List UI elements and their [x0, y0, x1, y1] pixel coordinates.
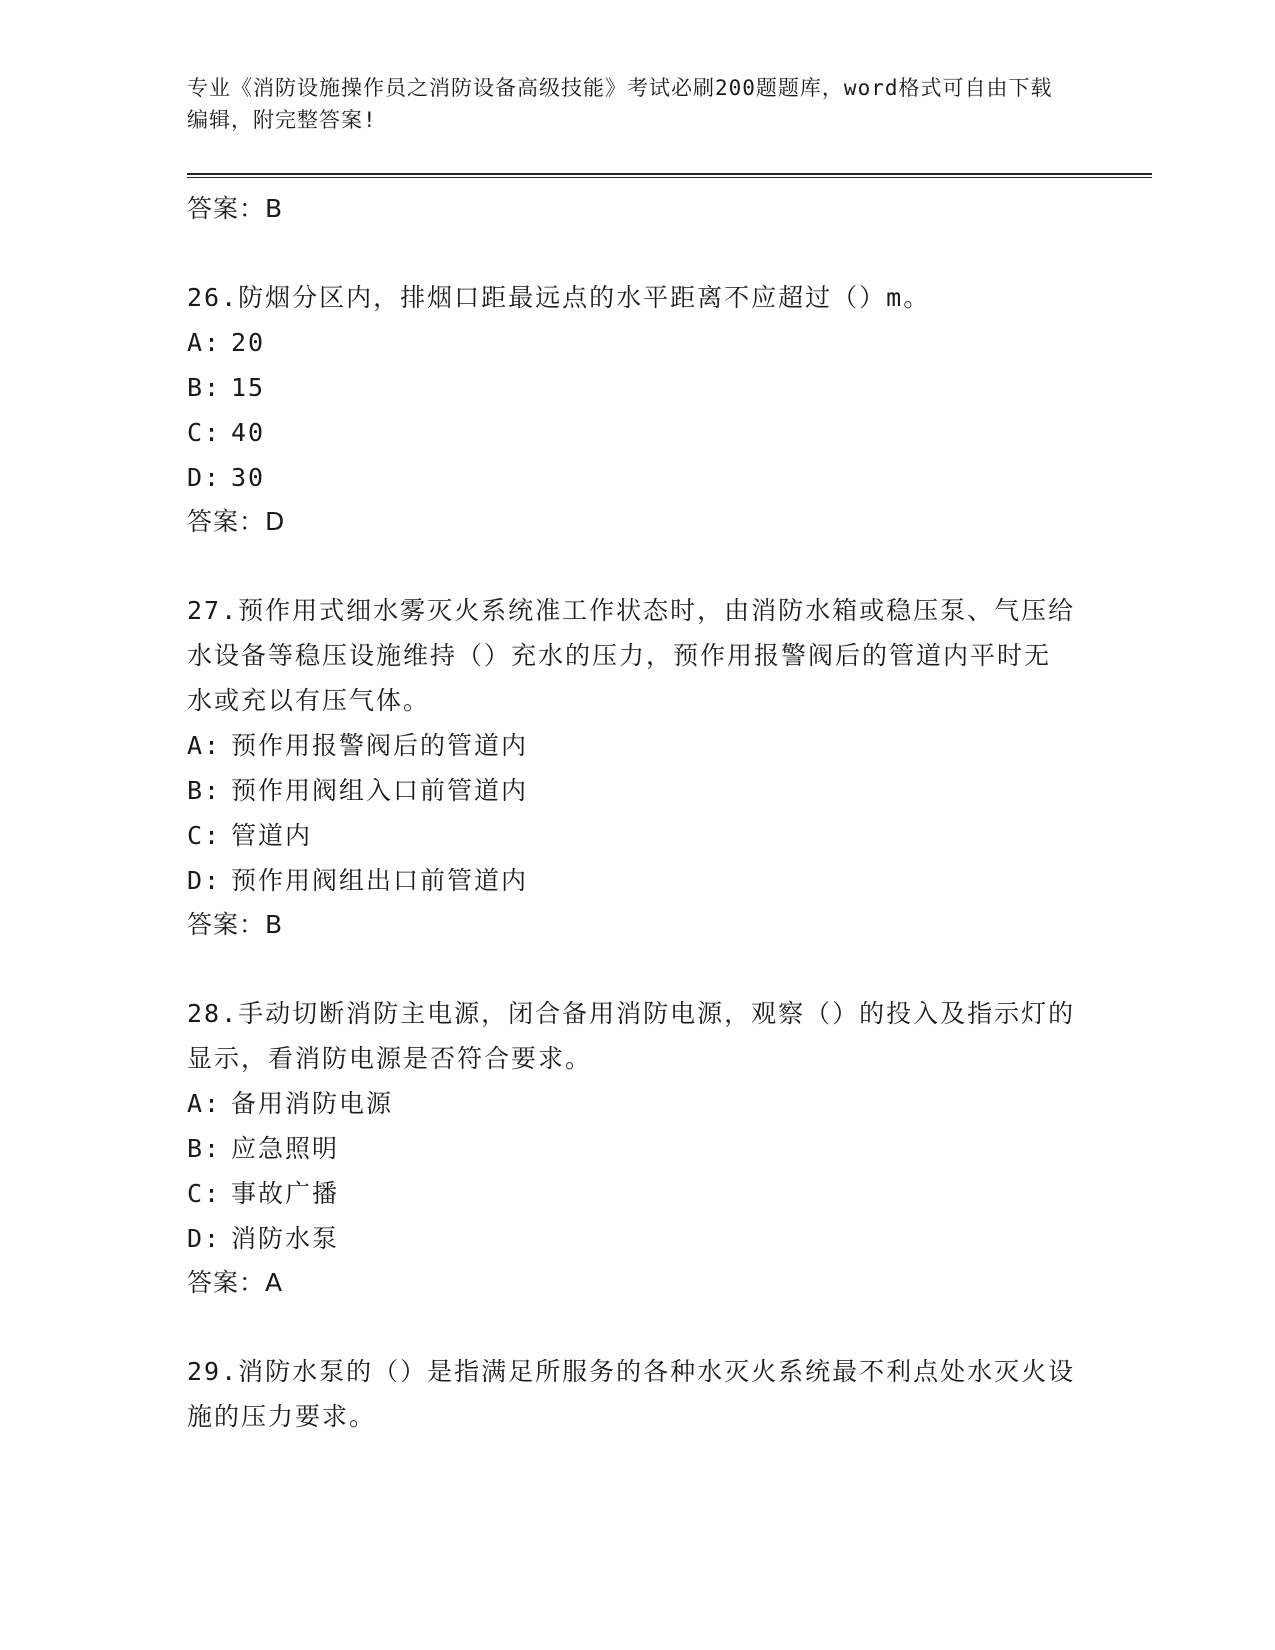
question-28 — [187, 991, 1152, 1305]
option-b — [187, 365, 1152, 410]
question-list — [187, 187, 1152, 1439]
header-divider — [187, 173, 1152, 178]
option-b — [187, 768, 1152, 813]
question-29 — [187, 1349, 1152, 1439]
option-d — [187, 455, 1152, 500]
answer: 答案：D — [187, 507, 286, 536]
option-label: B: — [187, 1134, 222, 1163]
document-page — [187, 72, 1152, 1439]
question-stem: 28.手动切断消防主电源，闭合备用消防电源，观察（）的投入及指示灯的显示，看消防电源是否符合要求。 — [187, 999, 1076, 1073]
question-stem: 27.预作用式细水雾灭火系统准工作状态时，由消防水箱或稳压泵、气压给水设备等稳压设施维持（）充水的压力，预作用报警阀后的管道内平时无水或充以有压气体。 — [187, 596, 1076, 715]
option-label: D: — [187, 463, 222, 492]
option-a — [187, 320, 1152, 365]
option-label: A: — [187, 1089, 222, 1118]
option-label: C: — [187, 1179, 222, 1208]
option-text: 15 — [231, 373, 266, 402]
option-c — [187, 1171, 1152, 1216]
option-text: 备用消防电源 — [231, 1089, 394, 1118]
option-text: 应急照明 — [231, 1134, 340, 1163]
option-d — [187, 858, 1152, 903]
answer: 答案：A — [187, 1268, 284, 1297]
option-text: 40 — [231, 418, 266, 447]
option-text: 事故广播 — [231, 1179, 340, 1208]
previous-answer: 答案：B — [187, 194, 284, 223]
option-text: 预作用阀组入口前管道内 — [231, 776, 529, 805]
option-a — [187, 723, 1152, 768]
question-26 — [187, 275, 1152, 544]
option-c — [187, 813, 1152, 858]
question-stem: 29.消防水泵的（）是指满足所服务的各种水灭火系统最不利点处水灭火设施的压力要求。 — [187, 1357, 1076, 1431]
option-text: 预作用阀组出口前管道内 — [231, 866, 529, 895]
option-label: A: — [187, 731, 222, 760]
option-text: 30 — [231, 463, 266, 492]
option-text: 20 — [231, 328, 266, 357]
option-d — [187, 1216, 1152, 1261]
answer: 答案：B — [187, 910, 284, 939]
option-a — [187, 1081, 1152, 1126]
option-label: C: — [187, 821, 222, 850]
option-b — [187, 1126, 1152, 1171]
option-label: D: — [187, 1224, 222, 1253]
option-label: A: — [187, 328, 222, 357]
option-label: D: — [187, 866, 222, 895]
option-label: C: — [187, 418, 222, 447]
option-text: 消防水泵 — [231, 1224, 340, 1253]
option-label: B: — [187, 373, 222, 402]
option-text: 预作用报警阀后的管道内 — [231, 731, 529, 760]
question-27 — [187, 588, 1152, 947]
question-stem: 26.防烟分区内，排烟口距最远点的水平距离不应超过（）m。 — [187, 283, 931, 312]
option-label: B: — [187, 776, 222, 805]
option-c — [187, 410, 1152, 455]
document-header: 专业《消防设施操作员之消防设备高级技能》考试必刷200题题库，word格式可自由下载编辑，附完整答案! — [187, 76, 1053, 132]
option-text: 管道内 — [231, 821, 313, 850]
